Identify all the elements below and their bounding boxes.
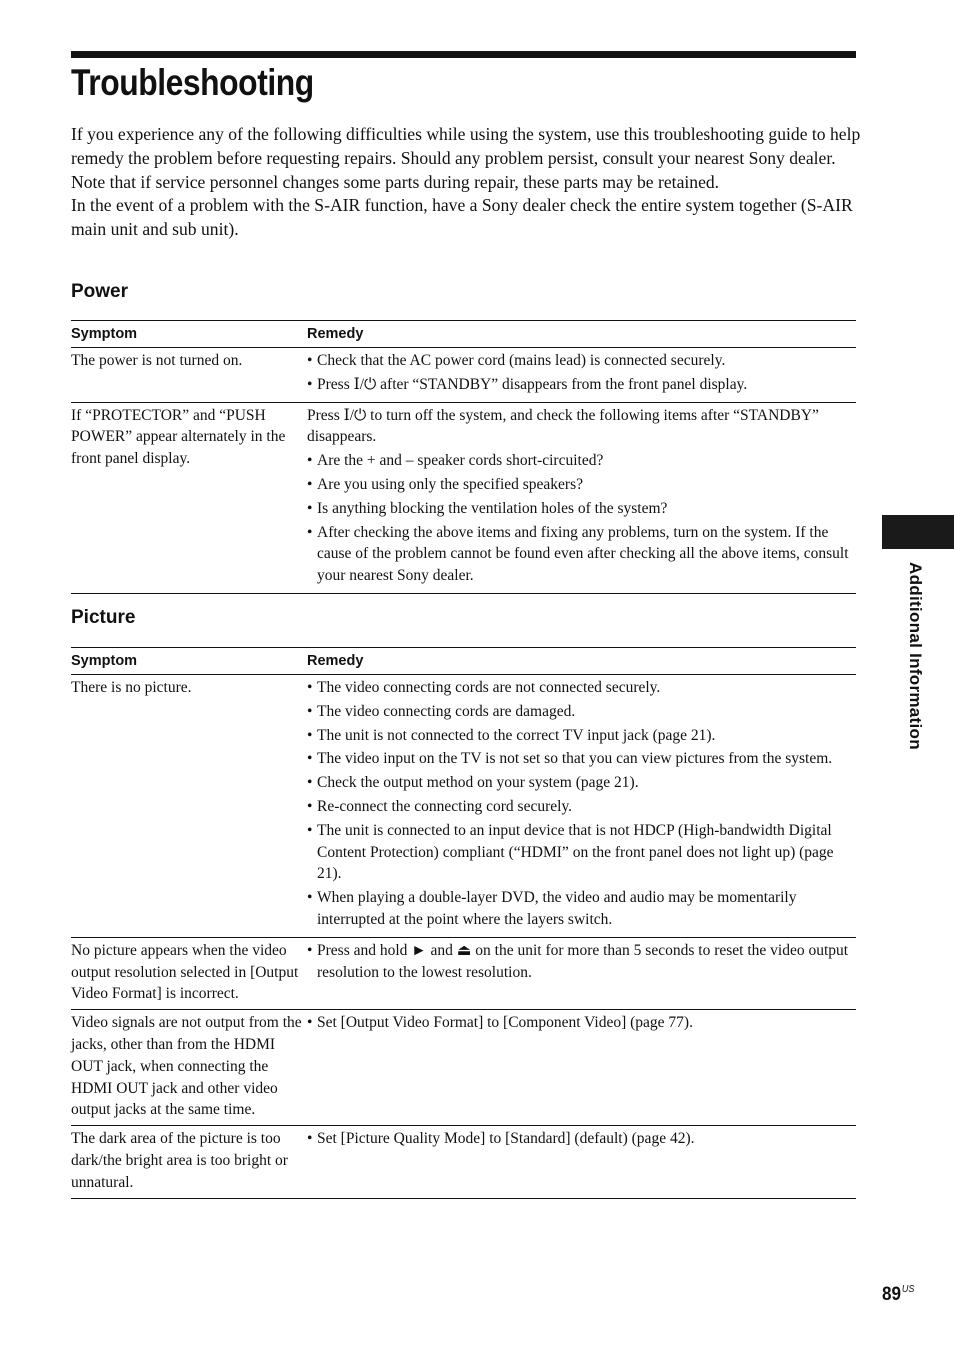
table-row [71,1126,856,1198]
intro-paragraph: Note that if service personnel changes some parts during repair, these parts may be retained. [71,171,720,192]
power-table [71,320,856,594]
symptom-header: Symptom [71,321,307,348]
remedy-bullet: • The unit is not connected to the correct TV input jack (page 21). [307,725,856,747]
remedy-cell [307,675,856,938]
symptom-cell: There is no picture. [71,675,307,938]
table-row [71,348,856,403]
remedy-header: Remedy [307,321,856,348]
remedy-bullet: • The video connecting cords are damaged. [307,701,856,723]
remedy-bullet: • Are the + and – speaker cords short-circuited? [307,450,856,472]
page-number-value: 89 [882,1284,902,1305]
remedy-cell [307,1010,856,1126]
symptom-cell: The dark area of the picture is too dark/the bright area is too bright or unnatural. [71,1126,307,1198]
remedy-bullet: • Set [Output Video Format] to [Component Video] (page 77). [307,1012,856,1034]
symptom-header: Symptom [71,648,307,675]
remedy-bullet: • Press Ⅰ/⏻ after “STANDBY” disappears from the front panel display. [307,374,856,396]
table-row [71,937,856,1009]
symptom-cell: If “PROTECTOR” and “PUSH POWER” appear alternately in the front panel display. [71,402,307,593]
remedy-header: Remedy [307,648,856,675]
symptom-cell: Video signals are not output from the jacks, other than from the HDMI OUT jack, when connecting the HDMI OUT jack and other video output jacks at the same time. [71,1010,307,1126]
remedy-cell [307,937,856,1009]
section-tab-marker [882,515,954,549]
page-title: Troubleshooting [71,62,314,103]
remedy-cell [307,402,856,593]
remedy-bullet: • After checking the above items and fixing any problems, turn on the system. If the cause of the problem cannot be found even after checking all the above items, consult your nearest Sony dealer. [307,522,856,587]
symptom-cell: The power is not turned on. [71,348,307,403]
remedy-cell [307,348,856,403]
remedy-cell [307,1126,856,1198]
remedy-bullet: • Press and hold ► and ⏏ on the unit for more than 5 seconds to reset the video output resolution to the lowest resolution. [307,940,856,984]
remedy-bullet: • Is anything blocking the ventilation holes of the system? [307,498,856,520]
remedy-bullet: • Check that the AC power cord (mains lead) is connected securely. [307,350,856,372]
page-region-suffix: US [901,1284,915,1295]
table-header-row [71,648,856,675]
side-section-label: Additional Information [906,562,925,750]
remedy-bullet: • Are you using only the specified speakers? [307,474,856,496]
table-row [71,675,856,938]
remedy-bullet: • Re-connect the connecting cord securely. [307,796,856,818]
remedy-bullet: • The unit is connected to an input device that is not HDCP (High-bandwidth Digital Content Protection) compliant (“HDMI” on the front panel does not light up) (page 21). [307,820,856,885]
picture-table [71,647,856,1199]
remedy-bullet: • The video connecting cords are not connected securely. [307,677,856,699]
table-row [71,1010,856,1126]
section-heading-power: Power [71,281,129,302]
title-rule [71,51,856,58]
remedy-bullet: • When playing a double-layer DVD, the video and audio may be momentarily interrupted at the point where the layers switch. [307,887,856,931]
remedy-bullet: • Set [Picture Quality Mode] to [Standard] (default) (page 42). [307,1128,856,1150]
remedy-lead: Press Ⅰ/⏻ to turn off the system, and check the following items after “STANDBY” disappears. [307,406,819,446]
section-heading-picture: Picture [71,607,136,628]
table-header-row [71,321,856,348]
symptom-cell: No picture appears when the video output resolution selected in [Output Video Format] is incorrect. [71,937,307,1009]
remedy-bullet: • The video input on the TV is not set so that you can view pictures from the system. [307,748,856,770]
intro-paragraph: If you experience any of the following difficulties while using the system, use this troubleshooting guide to help remedy the problem before requesting repairs. Should any problem persist, consult your nearest Sony dealer. [71,124,861,168]
intro-text [71,123,861,242]
page-number [882,1284,914,1306]
table-row [71,402,856,593]
remedy-bullet: • Check the output method on your system (page 21). [307,772,856,794]
intro-paragraph: In the event of a problem with the S-AIR function, have a Sony dealer check the entire system together (S-AIR main unit and sub unit). [71,195,853,240]
